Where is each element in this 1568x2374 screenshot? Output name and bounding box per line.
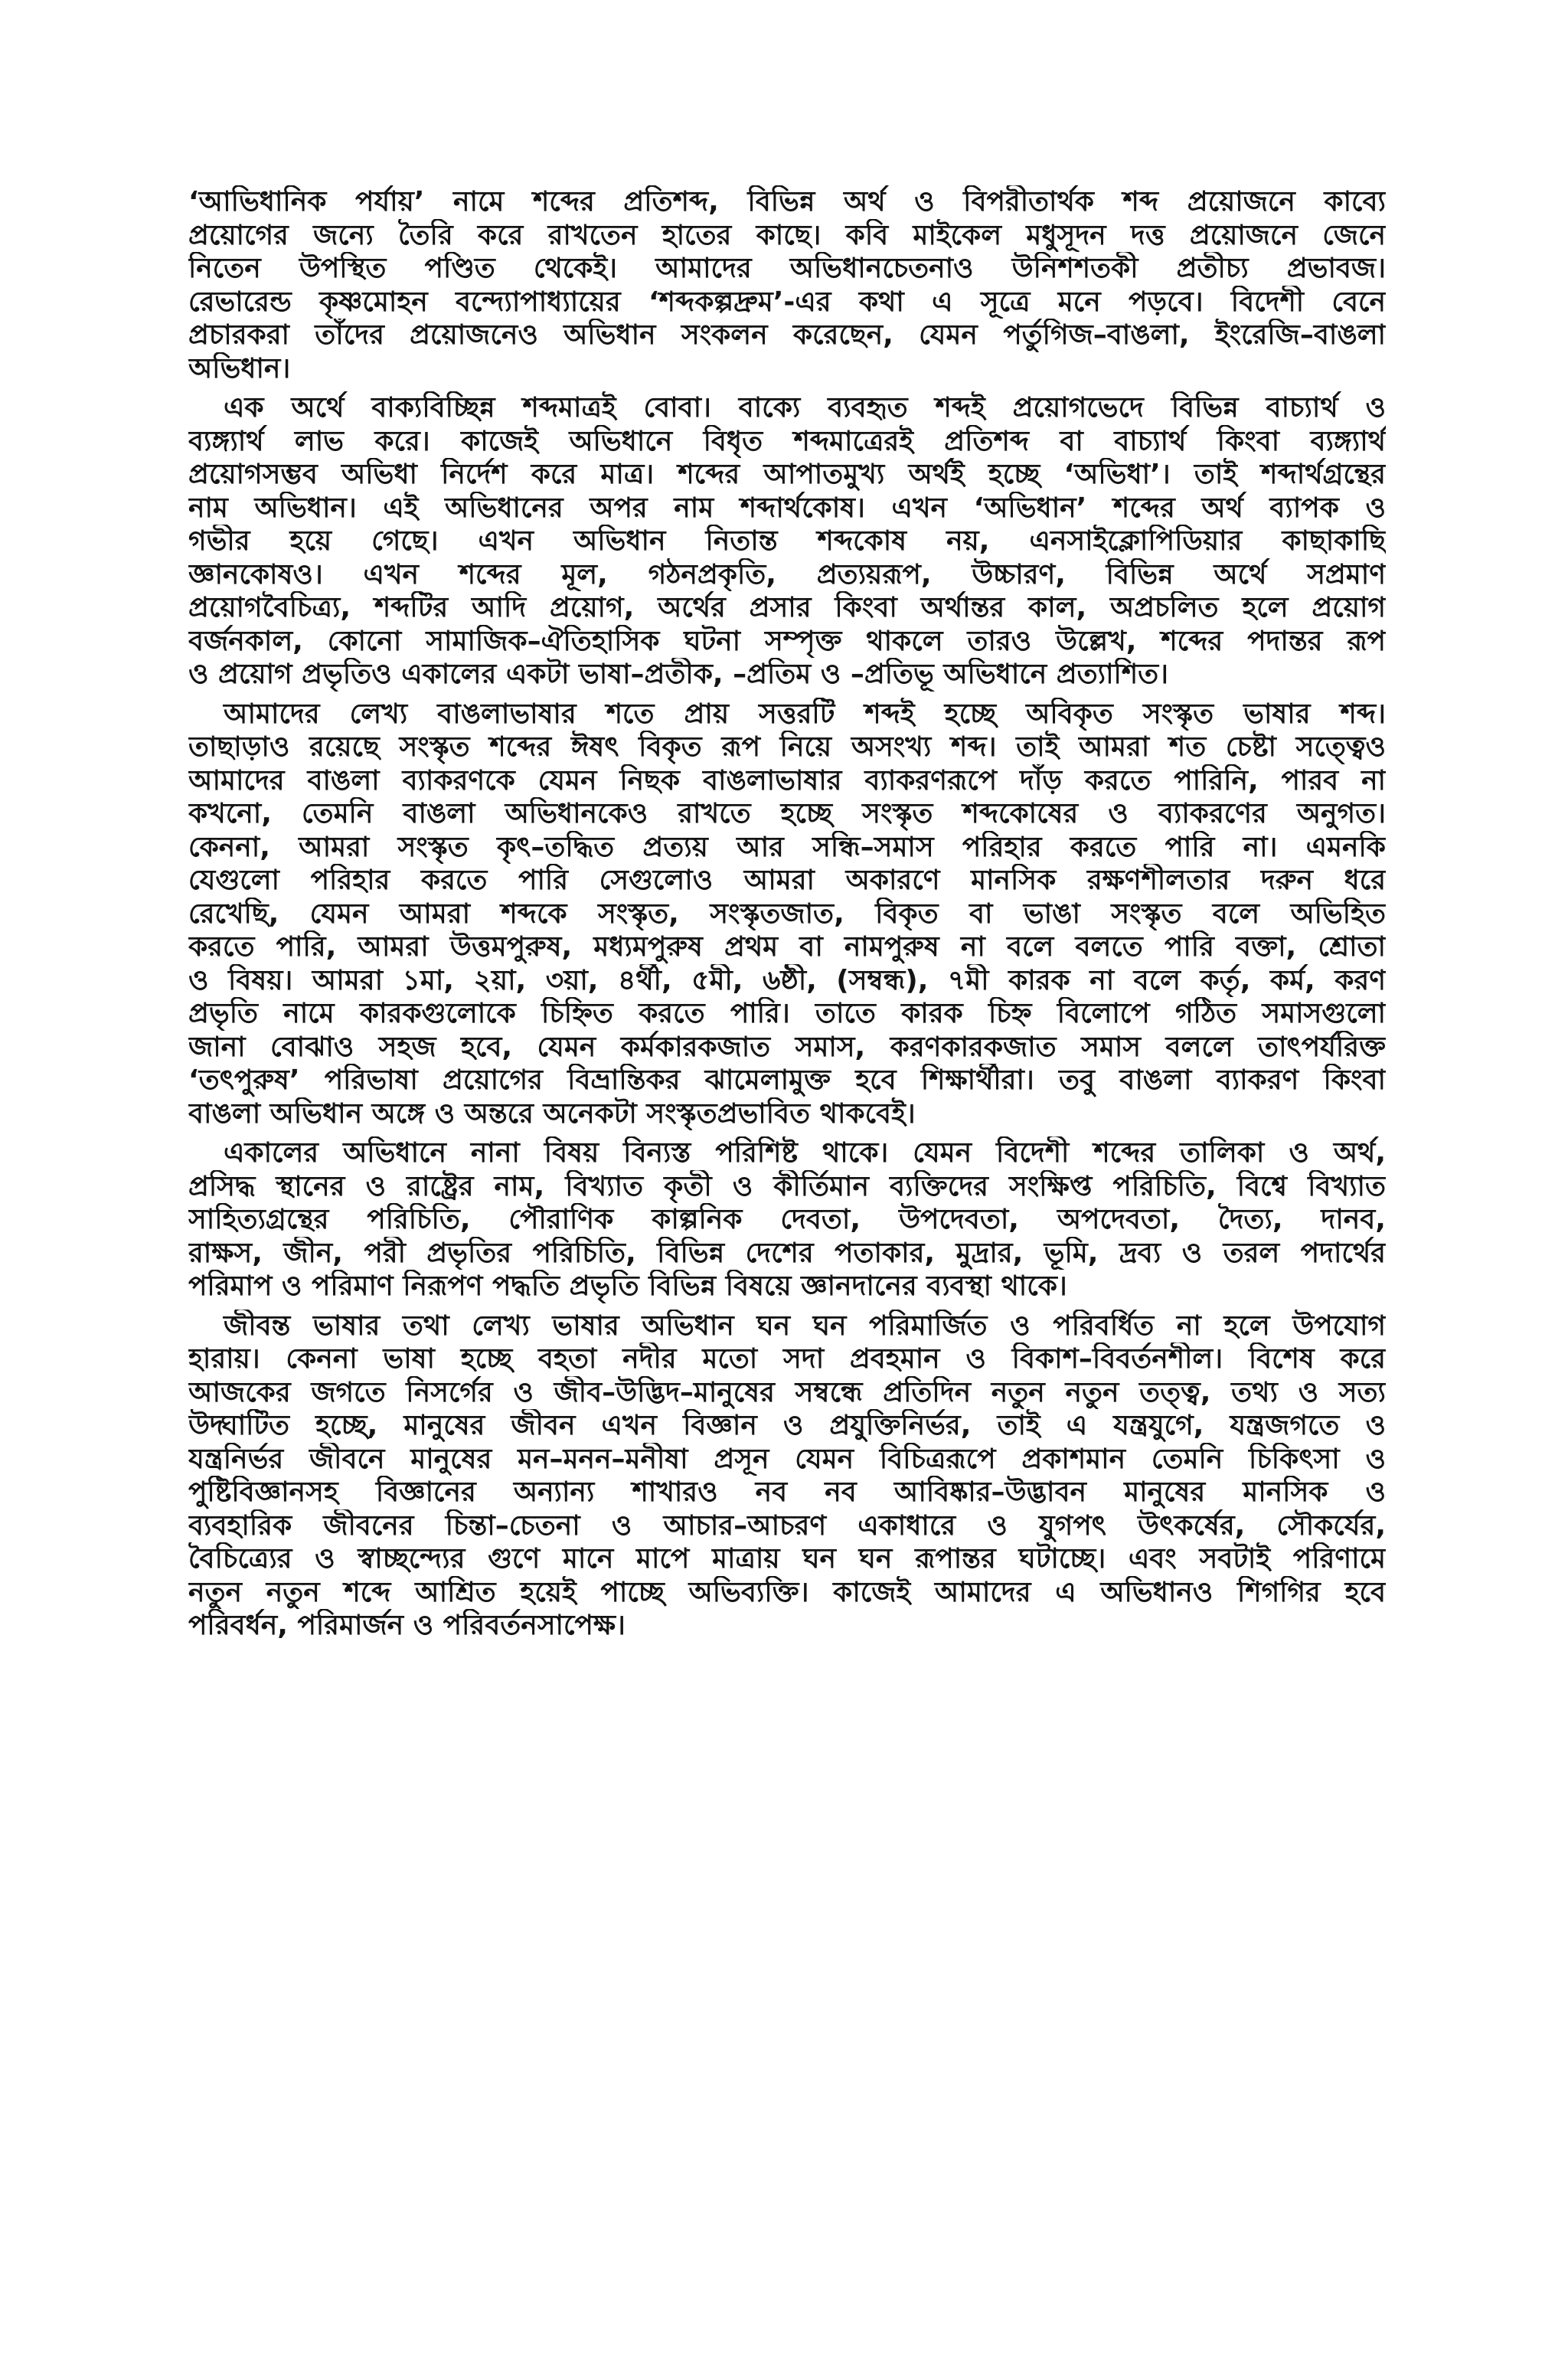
text-line: বৈচিত্র্যের ও স্বাচ্ছন্দ্যের গুণে মানে মাপে মাত্রায় ঘন ঘন রূপান্তর ঘটাচ্ছে। এবং সবটাই পরিণামে <box>188 1543 1386 1574</box>
text-line: অভিধান। <box>188 352 291 384</box>
text-line: প্রয়োগের জন্যে তৈরি করে রাখতেন হাতের কাছে। কবি মাইকেল মধুসূদন দত্ত প্রয়োজনে জেনে <box>188 219 1386 251</box>
text-line: প্রভৃতি নামে কারকগুলোকে চিহ্নিত করতে পারি। তাতে কারক চিহ্ন বিলোপে গঠিত সমাসগুলো <box>188 998 1386 1029</box>
paragraph-4 <box>188 1136 1386 1303</box>
text-line: করতে পারি, আমরা উত্তমপুরুষ, মধ্যমপুরুষ প্রথম বা নামপুরুষ না বলে বলতে পারি বক্তা, শ্রোতা <box>188 931 1386 963</box>
text-line: ব্যবহারিক জীবনের চিন্তা–চেতনা ও আচার–আচরণ একাধারে ও যুগপৎ উৎকর্ষের, সৌকর্যের, <box>188 1509 1386 1542</box>
text-line: আমাদের বাঙলা ব্যাকরণকে যেমন নিছক বাঙলাভাষার ব্যাকরণরূপে দাঁড় করতে পারিনি, পারব না <box>188 764 1386 796</box>
text-line: এক অর্থে বাক্যবিচ্ছিন্ন শব্দমাত্রই বোবা। বাক্যে ব্যবহৃত শব্দই প্রয়োগভেদে বিভিন্ন বাচ্যার্থ ও <box>224 392 1386 423</box>
text-line: একালের অভিধানে নানা বিষয় বিন্যস্ত পরিশিষ্ট থাকে। যেমন বিদেশী শব্দের তালিকা ও অর্থ, <box>224 1137 1386 1169</box>
text-line: গভীর হয়ে গেছে। এখন অভিধান নিতান্ত শব্দকোষ নয়, এনসাইক্লোপিডিয়ার কাছাকাছি <box>188 525 1386 557</box>
text-line: প্রচারকরা তাঁদের প্রয়োজনেও অভিধান সংকলন করেছেন, যেমন পর্তুগিজ–বাঙলা, ইংরেজি–বাঙলা <box>188 319 1386 351</box>
paragraph-2 <box>188 391 1386 692</box>
paragraph-5 <box>188 1310 1386 1643</box>
text-line: পরিবর্ধন, পরিমার্জন ও পরিবর্তনসাপেক্ষ। <box>188 1610 626 1641</box>
text-line: রেভারেন্ড কৃষ্ণমোহন বন্দ্যোপাধ্যায়ের ‘শব্দকল্পদ্রুম’-এর কথা এ সূত্রে মনে পড়বে। বিদেশী বেনে <box>188 286 1386 318</box>
text-line: রেখেছি, যেমন আমরা শব্দকে সংস্কৃত, সংস্কৃতজাত, বিকৃত বা ভাঙা সংস্কৃত বলে অভিহিত <box>188 898 1386 930</box>
text-line: পরিমাপ ও পরিমাণ নিরূপণ পদ্ধতি প্রভৃতি বিভিন্ন বিষয়ে জ্ঞানদানের ব্যবস্থা থাকে। <box>188 1270 1067 1302</box>
text-line: হারায়। কেননা ভাষা হচ্ছে বহতা নদীর মতো সদা প্রবহমান ও বিকাশ–বিবর্তনশীল। বিশেষ করে <box>188 1343 1386 1375</box>
text-line: রাক্ষস, জীন, পরী প্রভৃতির পরিচিতি, বিভিন্ন দেশের পতাকার, মুদ্রার, ভূমি, দ্রব্য ও তরল পদার্থের <box>188 1237 1386 1269</box>
text-line: কেননা, আমরা সংস্কৃত কৃৎ–তদ্ধিত প্রত্যয় আর সন্ধি–সমাস পরিহার করতে পারি না। এমনকি <box>188 831 1386 863</box>
text-line: উদ্ঘাটিত হচ্ছে, মানুষের জীবন এখন বিজ্ঞান ও প্রযুক্তিনির্ভর, তাই এ যন্ত্রযুগে, যন্ত্রজগতে ও <box>188 1410 1386 1441</box>
text-line: কখনো, তেমনি বাঙলা অভিধানকেও রাখতে হচ্ছে সংস্কৃত শব্দকোষের ও ব্যাকরণের অনুগত। <box>188 798 1386 829</box>
text-line: নতুন নতুন শব্দে আশ্রিত হয়েই পাচ্ছে অভিব্যক্তি। কাজেই আমাদের এ অভিধানও শিগগির হবে <box>188 1576 1386 1608</box>
text-line: ‘আভিধানিক পর্যায়’ নামে শব্দের প্রতিশব্দ, বিভিন্ন অর্থ ও বিপরীতার্থক শব্দ প্রয়োজনে কাব্যে <box>188 186 1386 217</box>
text-line: ব্যঙ্গ্যার্থ লাভ করে। কাজেই অভিধানে বিধৃত শব্দমাত্রেরই প্রতিশব্দ বা বাচ্যার্থ কিংবা ব্যঙ্গ্যার্থ <box>188 425 1386 457</box>
text-line: তাছাড়াও রয়েছে সংস্কৃত শব্দের ঈষৎ বিকৃত রূপ নিয়ে অসংখ্য শব্দ। তাই আমরা শত চেষ্টা সত্ত্বেও <box>188 731 1386 763</box>
text-line: আজকের জগতে নিসর্গের ও জীব–উদ্ভিদ–মানুষের সম্বন্ধে প্রতিদিন নতুন নতুন তত্ত্ব, তথ্য ও সত্য <box>188 1376 1386 1408</box>
paragraph-3 <box>188 698 1386 1131</box>
paragraph-1 <box>188 185 1386 385</box>
text-line: সাহিত্যগ্রন্থের পরিচিতি, পৌরাণিক কাল্পনিক দেবতা, উপদেবতা, অপদেবতা, দৈত্য, দানব, <box>188 1204 1386 1235</box>
text-line: বর্জনকাল, কোনো সামাজিক–ঐতিহাসিক ঘটনা সম্পৃক্ত থাকলে তারও উল্লেখ, শব্দের পদান্তর রূপ <box>188 625 1386 657</box>
text-line: প্রসিদ্ধ স্থানের ও রাষ্ট্রের নাম, বিখ্যাত কৃতী ও কীর্তিমান ব্যক্তিদের সংক্ষিপ্ত পরিচিতি, বিশ্বে বিখ্যাত <box>188 1170 1386 1202</box>
text-line: প্রয়োগসম্ভব অভিধা নির্দেশ করে মাত্র। শব্দের আপাতমুখ্য অর্থই হচ্ছে ‘অভিধা’। তাই শব্দার্থগ্রন্থের <box>188 459 1386 490</box>
text-line: যন্ত্রনির্ভর জীবনে মানুষের মন–মনন–মনীষা প্রসূন যেমন বিচিত্ররূপে প্রকাশমান তেমনি চিকিৎসা ও <box>188 1443 1386 1475</box>
text-line: প্রয়োগবৈচিত্র্য, শব্দটির আদি প্রয়োগ, অর্থের প্রসার কিংবা অর্থান্তর কাল, অপ্রচলিত হলে প্রয়োগ <box>188 592 1386 623</box>
text-line: পুষ্টিবিজ্ঞানসহ বিজ্ঞানের অন্যান্য শাখারও নব নব আবিষ্কার–উদ্ভাবন মানুষের মানসিক ও <box>188 1476 1386 1508</box>
body-text <box>188 185 1386 1649</box>
text-line: নিতেন উপস্থিত পণ্ডিত থেকেই। আমাদের অভিধানচেতনাও উনিশশতকী প্রতীচ্য প্রভাবজ। <box>188 253 1386 284</box>
text-line: ‘তৎপুরুষ’ পরিভাষা প্রয়োগের বিভ্রান্তিকর ঝামেলামুক্ত হবে শিক্ষার্থীরা। তবু বাঙলা ব্যাকরণ কিংবা <box>188 1064 1386 1096</box>
text-line: ও বিষয়। আমরা ১মা, ২য়া, ৩য়া, ৪র্থী, ৫মী, ৬ষ্ঠী, (সম্বন্ধ), ৭মী কারক না বলে কর্তৃ, কর্ম, করণ <box>188 964 1386 996</box>
text-line: জ্ঞানকোষও। এখন শব্দের মূল, গঠনপ্রকৃতি, প্রত্যয়রূপ, উচ্চারণ, বিভিন্ন অর্থে সপ্রমাণ <box>188 558 1386 590</box>
text-line: আমাদের লেখ্য বাঙলাভাষার শতে প্রায় সত্তরটি শব্দই হচ্ছে অবিকৃত সংস্কৃত ভাষার শব্দ। <box>224 698 1386 730</box>
text-line: বাঙলা অভিধান অঙ্গে ও অন্তরে অনেকটা সংস্কৃতপ্রভাবিত থাকবেই। <box>188 1097 916 1130</box>
text-line: ও প্রয়োগ প্রভৃতিও একালের একটা ভাষা–প্রতীক, –প্রতিম ও –প্রতিভূ অভিধানে প্রত্যাশিত। <box>188 659 1169 690</box>
text-line: জানা বোঝাও সহজ হবে, যেমন কর্মকারকজাত সমাস, করণকারকজাত সমাস বললে তাৎপর্যরিক্ত <box>188 1031 1386 1063</box>
text-line: জীবন্ত ভাষার তথা লেখ্য ভাষার অভিধান ঘন ঘন পরিমার্জিত ও পরিবর্ধিত না হলে উপযোগ <box>224 1310 1386 1342</box>
text-line: নাম অভিধান। এই অভিধানের অপর নাম শব্দার্থকোষ। এখন ‘অভিধান’ শব্দের অর্থ ব্যাপক ও <box>188 492 1386 524</box>
text-line: যেগুলো পরিহার করতে পারি সেগুলোও আমরা অকারণে মানসিক রক্ষণশীলতার দরুন ধরে <box>188 865 1386 896</box>
